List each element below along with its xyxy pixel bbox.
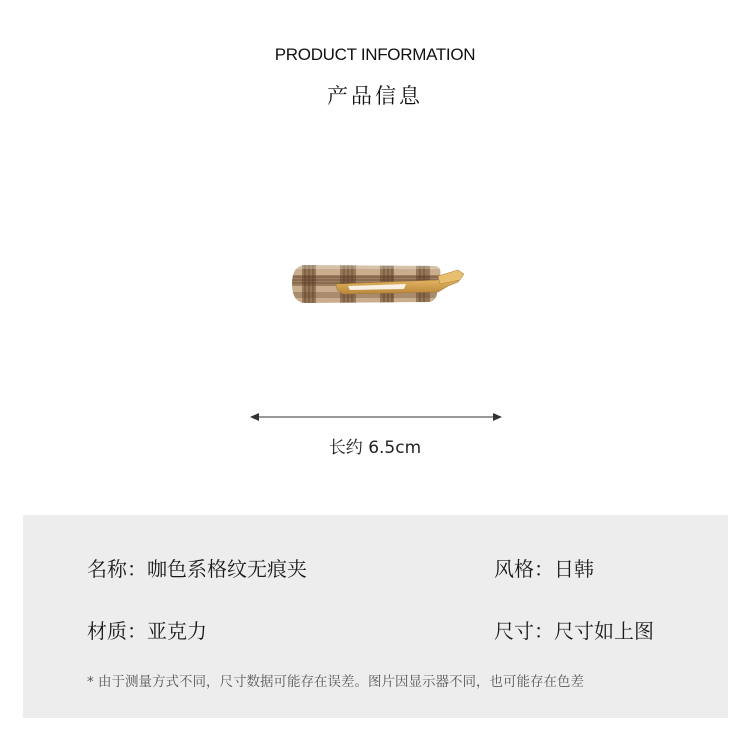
spec-style: 风格：日韩	[494, 557, 594, 581]
info-panel	[23, 515, 728, 718]
spec-material: 材质：亚克力	[87, 619, 207, 643]
length-label: 长约 6.5cm	[328, 438, 422, 458]
spec-size: 尺寸：尺寸如上图	[494, 619, 654, 643]
disclaimer-note: * 由于测量方式不同，尺寸数据可能存在误差。图片因显示器不同，也可能存在色差	[87, 674, 585, 690]
spec-name: 名称：咖色系格纹无痕夹	[87, 557, 307, 581]
page-title-cn: 产品信息	[327, 84, 423, 108]
length-arrow	[250, 410, 502, 424]
hair-clip-image	[288, 262, 468, 306]
page-title-en: PRODUCT INFORMATION	[274, 45, 476, 64]
